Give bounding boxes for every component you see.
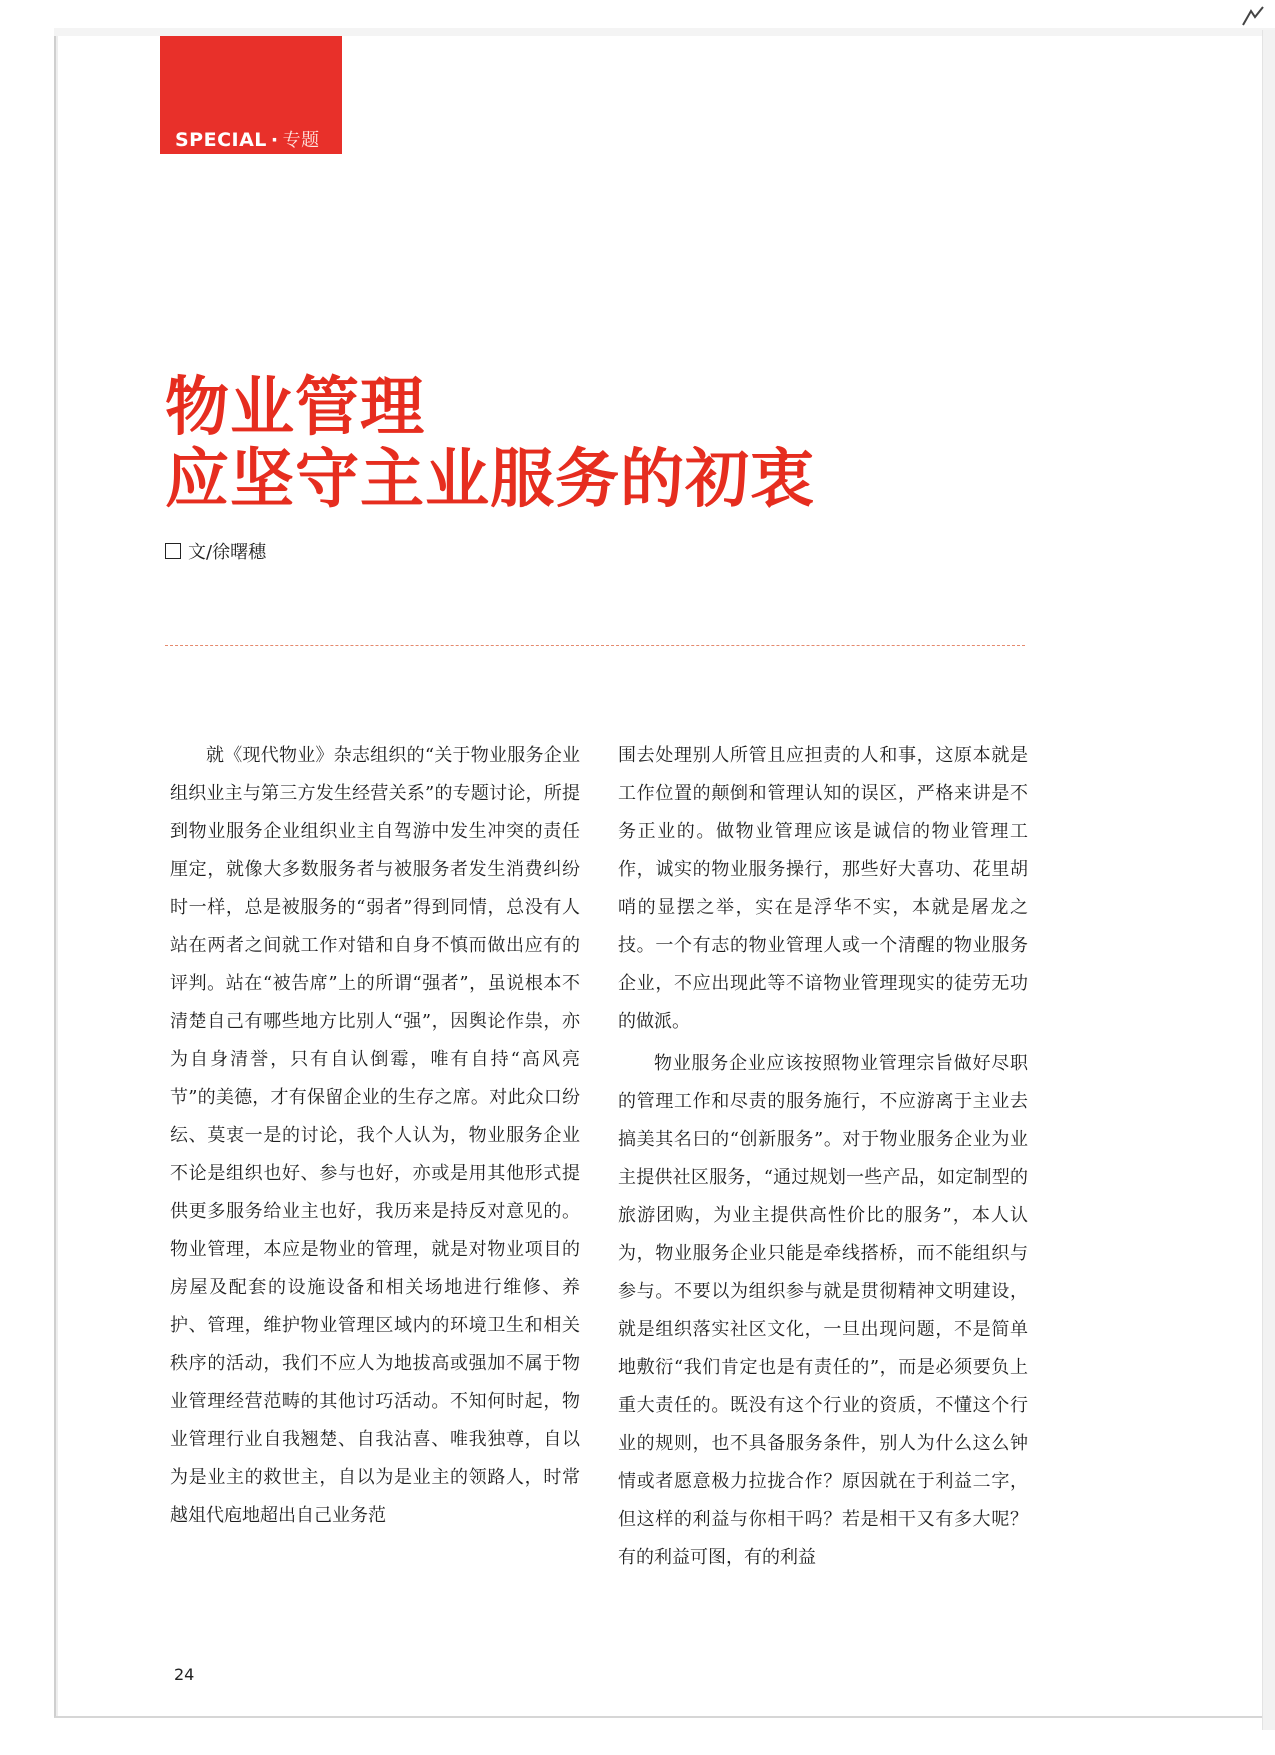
byline	[165, 538, 266, 564]
dashed-divider	[165, 645, 1025, 646]
scan-right-edge	[1262, 30, 1275, 1730]
body-column-left	[170, 737, 580, 1535]
scan-corner-mark	[1241, 5, 1265, 27]
paragraph: 就《现代物业》杂志组织的“关于物业服务企业组织业主与第三方发生经营关系”的专题讨论，所提到物业服务企业组织业主自驾游中发生冲突的责任厘定，就像大多数服务者与被服务者发生消费纠纷时一样，总是被服务的“弱者”得到同情，总没有人站在两者之间就工作对错和自身不慎而做出应有的评判。站在“被告席”上的所谓“强者”，虽说根本不清楚自己有哪些地方比别人“强”，因舆论作祟，亦为自身清誉，只有自认倒霉，唯有自持“高风亮节”的美德，才有保留企业的生存之席。对此众口纷纭、莫衷一是的讨论，我个人认为，物业服务企业不论是组织也好、参与也好，亦或是用其他形式提供更多服务给业主也好，我历来是持反对意见的。物业管理，本应是物业的管理，就是对物业项目的房屋及配套的设施设备和相关场地进行维修、养护、管理，维护物业管理区域内的环境卫生和相关秩序的活动，我们不应人为地拔高或强加不属于物业管理经营范畴的其他讨巧活动。不知何时起，物业管理行业自我翘楚、自我沾喜、唯我独尊，自以为是业主的救世主，自以为是业主的领路人，时常越俎代庖地超出自己业务范	[170, 745, 580, 1526]
page-number: 24	[174, 1665, 195, 1684]
paragraph: 物业服务企业应该按照物业管理宗旨做好尽职的管理工作和尽责的服务施行，不应游离于主业去搞美其名曰的“创新服务”。对于物业服务企业为业主提供社区服务，“通过规划一些产品，如定制型的旅游团购，为业主提供高性价比的服务”，本人认为，物业服务企业只能是牵线搭桥，而不能组织与参与。不要以为组织参与就是贯彻精神文明建设，就是组织落实社区文化，一旦出现问题，不是简单地敷衍“我们肯定也是有责任的”，而是必须要负上重大责任的。既没有这个行业的资质，不懂这个行业的规则，也不具备服务条件，别人为什么这么钟情或者愿意极力拉拢合作？原因就在于利益二字，但这样的利益与你相干吗？若是相干又有多大呢？有的利益可图，有的利益	[618, 1053, 1028, 1568]
article-title	[165, 372, 815, 516]
byline-text: 文/徐曙穗	[188, 542, 267, 563]
section-separator: ·	[270, 129, 279, 151]
section-label-cn: 专题	[282, 130, 320, 151]
section-label	[175, 126, 320, 152]
section-label-en: SPECIAL	[175, 129, 267, 151]
body-column-right	[618, 737, 1028, 1577]
article-title-line-2: 应坚守主业服务的初衷	[165, 443, 815, 517]
article-title-line-1: 物业管理	[165, 371, 425, 445]
paragraph: 围去处理别人所管且应担责的人和事，这原本就是工作位置的颠倒和管理认知的误区，严格来讲是不务正业的。做物业管理应该是诚信的物业管理工作，诚实的物业服务操行，那些好大喜功、花里胡哨的显摆之举，实在是浮华不实，本就是屠龙之技。一个有志的物业管理人或一个清醒的物业服务企业，不应出现此等不谙物业管理现实的徒劳无功的做派。	[618, 745, 1028, 1032]
byline-square-icon	[165, 543, 181, 559]
